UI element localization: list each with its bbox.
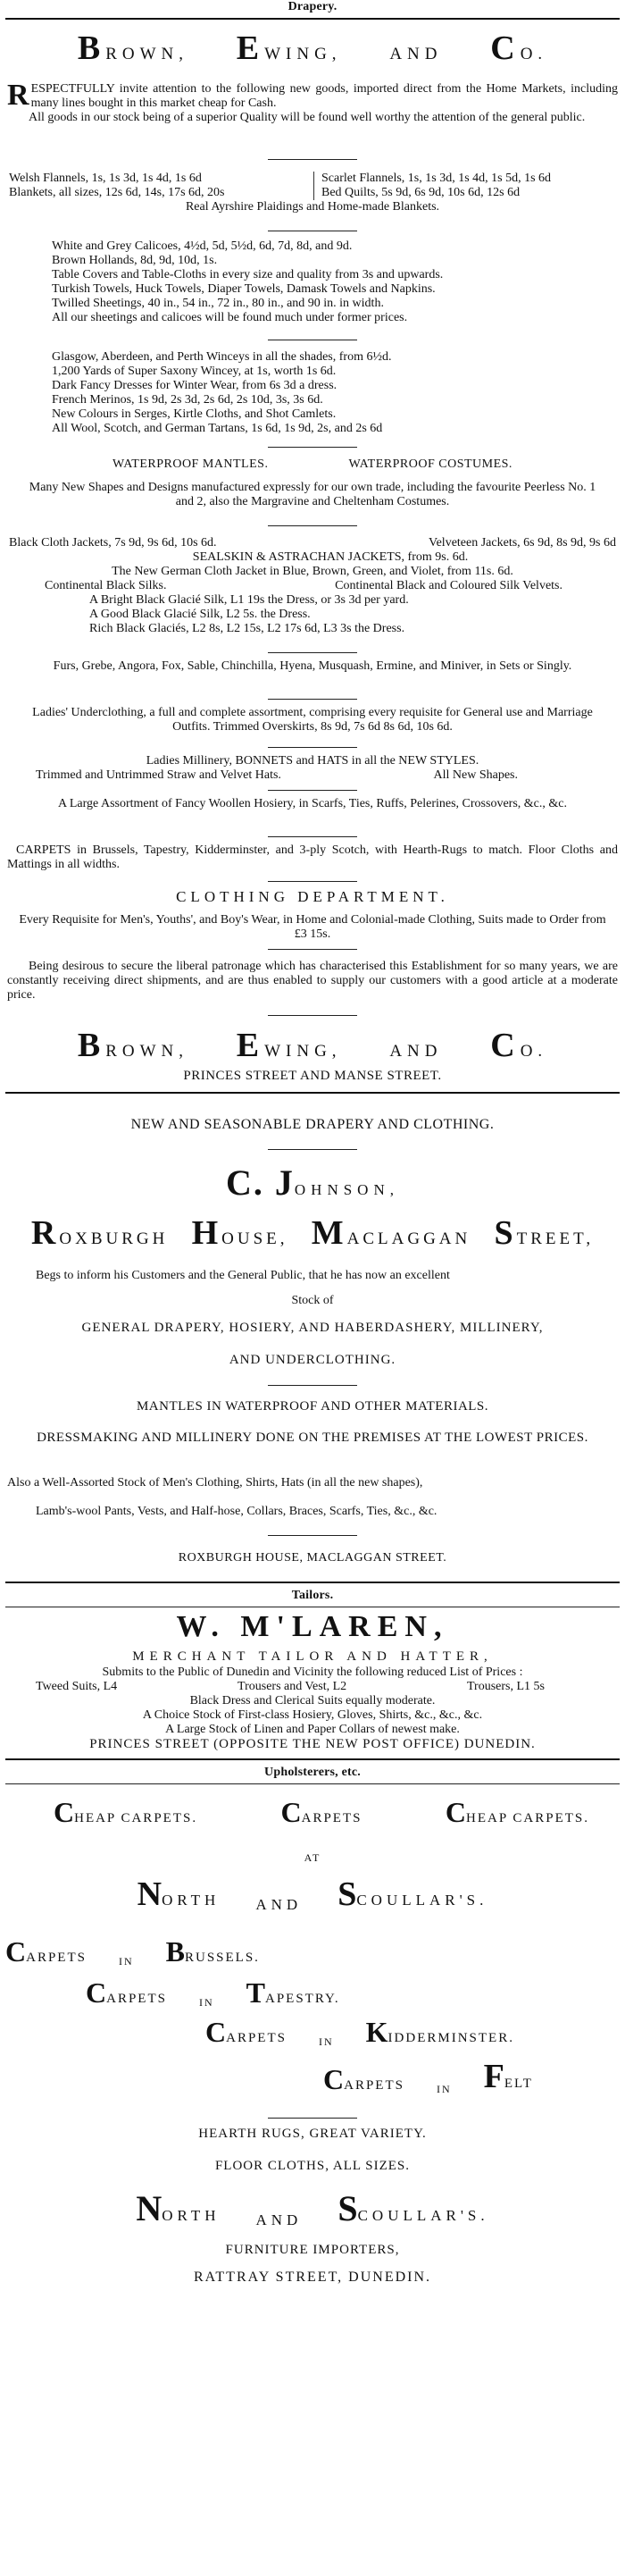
hosiery-block: A Large Assortment of Fancy Woollen Hosiery, in Scarfs, Ties, Ruffs, Pelerines, Crossovers, &c., &c. [58, 797, 567, 810]
carpets-felt-row: CARPETS IN FELT [323, 2058, 533, 2095]
johnson-mantles: MANTLES IN WATERPROOF AND OTHER MATERIALS. [136, 1399, 489, 1414]
divider [268, 1385, 357, 1386]
carpets-kidderminster-row: CARPETS IN KIDDERMINSTER. [205, 2016, 514, 2048]
divider [268, 525, 357, 526]
brown-ewing-footer-name: BROWN, EWING, AND CO. [77, 1027, 548, 1064]
clothing-dept-block: CLOTHING DEPARTMENT. Every Requisite for Men's, Youths', and Boy's Wear, in Home and Colonial-made Clothing, Suits made to Order from £3 15s. [0, 888, 625, 942]
millinery-block: Ladies Millinery, BONNETS and HATS in all the NEW STYLES. Trimmed and Untrimmed Straw and Velvet Hats. All New Shapes. [36, 754, 518, 782]
mlaren-trade: MERCHANT TAILOR AND HATTER, [132, 1649, 493, 1664]
winceys-block: Glasgow, Aberdeen, and Perth Winceys in all the shades, from 6½d. 1,200 Yards of Super Saxony Wincey, at 1s, worth 1s 6d. Dark Fancy Dresses for Winter Wear, from 6s 3d a dress. French Merinos, 1s 9d, 2s 3d, 2s 6d, 2s 10d, 3s, 3s 6d. New Colours in Serges, Kirtle Cloths, and Shot Camlets. All Wool, Scotch, and German Tartans, 1s 6d, 1s 9d, 2s, and 2s 6d [52, 350, 392, 435]
drapery-section-header [0, 0, 625, 14]
flannels-block: Welsh Flannels, 1s, 1s 3d, 1s 4d, 1s 6d Blankets, all sizes, 12s 6d, 14s, 17s 6d, 20s Scarlet Flannels, 1s, 1s 3d, 1s 4d, 1s 5d, 1s 6d Bed Quilts, 5s 9d, 6s 9d, 10s 6d, 12s 6d Real Ayrshire Plaidings and Home-made Blankets. [0, 172, 625, 214]
drop-cap: R [7, 79, 29, 112]
divider [268, 2118, 357, 2119]
brown-ewing-firm-name: BROWN, EWING, AND CO. [77, 29, 548, 67]
mlaren-choice: A Choice Stock of First-class Hosiery, Gloves, Shirts, &c., &c., &c. [142, 1708, 483, 1722]
johnson-lambs: Lamb's-wool Pants, Vests, and Half-hose, Collars, Braces, Scarfs, Ties, &c., &c. [36, 1505, 438, 1518]
waterproof-mantles-heading: WATERPROOF MANTLES. [112, 457, 269, 471]
north-scoullar-footer: NORTH AND SCOULLAR'S. [136, 2188, 489, 2228]
divider [268, 790, 357, 791]
divider [268, 1535, 357, 1536]
johnson-also: Also a Well-Assorted Stock of Men's Clothing, Shirts, Hats (in all the new shapes), [7, 1476, 423, 1489]
brown-ewing-address: PRINCES STREET AND MANSE STREET. [183, 1069, 442, 1083]
at-label: AT [304, 1851, 321, 1864]
hearth-rugs: HEARTH RUGS, GREAT VARIETY. [198, 2127, 427, 2141]
johnson-stock-of: Stock of [291, 1294, 334, 1307]
section-title: Drapery. [288, 0, 338, 13]
johnson-begs: Begs to inform his Customers and the General Public, that he has now an excellent [36, 1269, 450, 1282]
mlaren-address: PRINCES STREET (OPPOSITE THE NEW POST OFFICE) DUNEDIN. [89, 1737, 536, 1751]
divider [268, 699, 357, 700]
divider [268, 652, 357, 653]
divider [268, 1149, 357, 1150]
divider [268, 836, 357, 837]
johnson-tagline: NEW AND SEASONABLE DRAPERY AND CLOTHING. [130, 1117, 495, 1132]
furs-block: Furs, Grebe, Angora, Fox, Sable, Chinchilla, Hyena, Musquash, Ermine, and Miniver, in Sets or Singly. [53, 659, 572, 673]
cheap-carpets-row: CHEAP CARPETS. CARPETS CHEAP CARPETS. [54, 1796, 589, 1828]
tailors-section-title: Tailors. [291, 1589, 334, 1602]
upholsterers-section-title: Upholsterers, etc. [264, 1766, 361, 1779]
jackets-block: Black Cloth Jackets, 7s 9d, 9s 6d, 10s 6d. Velveteen Jackets, 6s 9d, 8s 9d, 9s 6d SEALSKIN & ASTRACHAN JACKETS, from 9s. 6d. The New German Cloth Jacket in Blue, Brown, Green, and Violet, from 11s. 6d. Continental Black Silks. Continental Black and Coloured Silk Velvets. A Bright Black Glacié Silk, L1 19s the Dress, or 3s 3d per yard. A Good Black Glacié Silk, L2 5s. the Dress. Rich Black Glaciés, L2 8s, L2 15s, L2 17s 6d, L3 3s the Dress. [9, 536, 616, 635]
johnson-general: GENERAL DRAPERY, HOSIERY, AND HABERDASHERY, MILLINERY, [81, 1321, 544, 1335]
furniture-importers: FURNITURE IMPORTERS, [225, 2243, 400, 2257]
carpets-brussels-row: CARPETS IN BRUSSELS. [5, 1935, 260, 1968]
carpets-block: CARPETS in Brussels, Tapestry, Kidderminster, and 3-ply Scotch, with Hearth-Rugs to match. Floor Cloths and Mattings in all widths. [7, 843, 618, 871]
divider [5, 1582, 620, 1583]
waterproof-block: WATERPROOF MANTLES. WATERPROOF COSTUMES. Many New Shapes and Designs manufactured expressly for our own trade, including the favourite Peerless No. 1 and 2, also the Margravine and Cheltenham Costumes. [29, 457, 596, 508]
mlaren-black-dress: Black Dress and Clerical Suits equally moderate. [189, 1694, 436, 1708]
rattray-address: RATTRAY STREET, DUNEDIN. [193, 2270, 432, 2285]
divider [268, 747, 357, 748]
divider [5, 18, 620, 20]
mlaren-prices: Tweed Suits, L4 Trousers and Vest, L2 Trousers, L1 5s [36, 1680, 545, 1693]
clothing-dept-heading: CLOTHING DEPARTMENT. [176, 888, 449, 905]
mlaren-submits: Submits to the Public of Dunedin and Vicinity the following reduced List of Prices : [102, 1666, 523, 1679]
johnson-footer: ROXBURGH HOUSE, MACLAGGAN STREET. [178, 1551, 447, 1565]
roxburgh-house-heading: ROXBURGH HOUSE, MACLAGGAN STREET, [30, 1214, 595, 1252]
divider [268, 881, 357, 882]
divider [268, 447, 357, 448]
floor-cloths: FLOOR CLOTHS, ALL SIZES. [214, 2159, 411, 2173]
divider [268, 1015, 357, 1016]
carpets-tapestry-row: CARPETS IN TAPESTRY. [86, 1976, 340, 2009]
divider [5, 1092, 620, 1094]
north-scoullar-heading: NORTH AND SCOULLAR'S. [137, 1875, 488, 1913]
closing-block: Being desirous to secure the liberal patronage which has characterised this Establishment for so many years, we are constantly receiving direct shipments, and are thus enabled to supply our customers with a good article at a moderate price. [7, 960, 618, 1002]
johnson-name: C. JOHNSON, [226, 1162, 399, 1203]
divider [268, 159, 357, 160]
underclothing-block: Ladies' Underclothing, a full and complete assortment, comprising every requisite for General use and Marriage Outfits. Trimmed Overskirts, 8s 9d, 7s 6d 8s 6d, 10s 6d. [32, 706, 593, 734]
mlaren-name: W. M'LAREN, [176, 1610, 449, 1643]
waterproof-costumes-heading: WATERPROOF COSTUMES. [348, 457, 512, 471]
brown-ewing-intro: R ESPECTFULLY invite attention to the following new goods, imported direct from the Home Markets, including many lines bought in this market cheap for Cash. All goods in our stock being of a superior Quality will be found well worthy the attention of the general public. [7, 79, 618, 124]
johnson-dressmaking: DRESSMAKING AND MILLINERY DONE ON THE PREMISES AT THE LOWEST PRICES. [37, 1431, 588, 1445]
mlaren-linen: A Large Stock of Linen and Paper Collars of newest make. [165, 1723, 460, 1736]
johnson-underclothing: AND UNDERCLOTHING. [229, 1353, 396, 1367]
divider [268, 949, 357, 950]
divider [5, 1758, 620, 1760]
calicoes-block: White and Grey Calicoes, 4½d, 5d, 5½d, 6d, 7d, 8d, and 9d. Brown Hollands, 8d, 9d, 10d, 1s. Table Covers and Table-Cloths in every size and quality from 3s and upwards. Turkish Towels, Huck Towels, Diaper Towels, Damask Towels and Napkins. Twilled Sheetings, 40 in., 54 in., 72 in., 80 in., and 90 in. in width. All our sheetings and calicoes will be found much under former prices. [52, 239, 444, 324]
divider [5, 1783, 620, 1784]
